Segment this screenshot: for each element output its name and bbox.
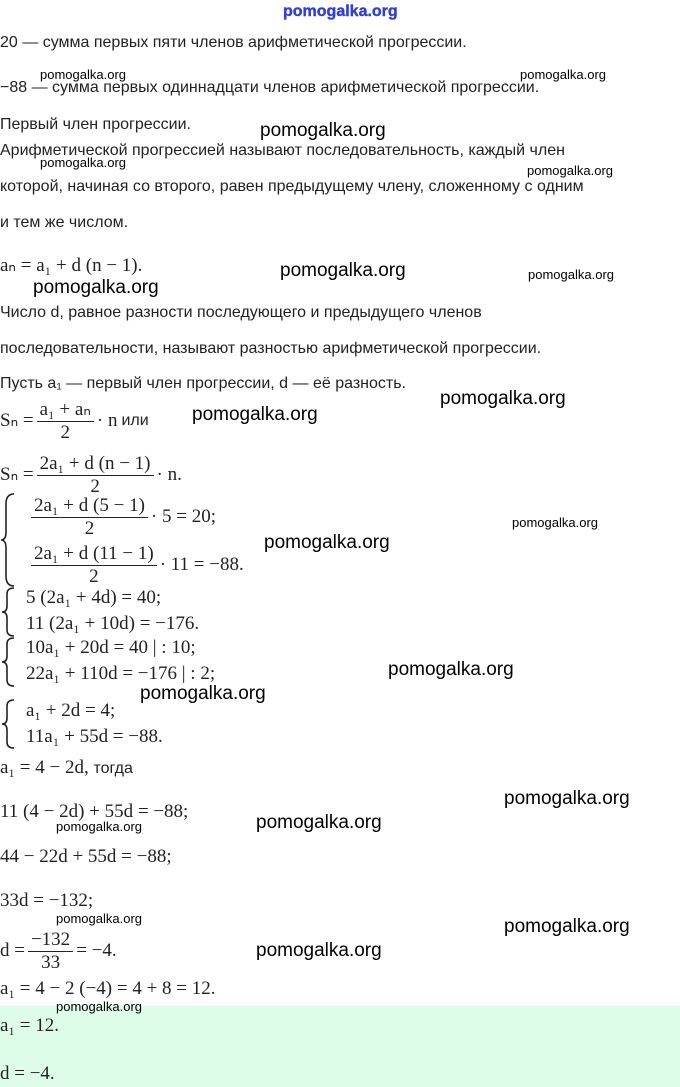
watermark: pomogalka.org	[528, 267, 614, 282]
d-lhs: d =	[0, 940, 25, 961]
numerator: 2a₁ + d (n − 1)	[37, 453, 154, 476]
definition-line-1: Арифметической прогрессией называют последовательность, каждый член	[0, 142, 565, 159]
fraction	[31, 543, 157, 588]
numerator: 2a₁ + d (5 − 1)	[31, 495, 148, 518]
let-statement: Пусть a₁ — первый член прогрессии, d — её разность.	[0, 375, 406, 392]
system2-eq1: 5 (2a₁ + 4d) = 40;	[26, 587, 162, 608]
watermark: pomogalka.org	[256, 940, 382, 961]
watermark: pomogalka.org	[56, 999, 142, 1014]
watermark: pomogalka.org	[504, 788, 630, 809]
answer-a1: a₁ = 12.	[0, 1015, 60, 1036]
compute-a1: a₁ = 4 − 2 (−4) = 4 + 8 = 12.	[0, 978, 216, 999]
fraction	[31, 495, 148, 540]
watermark: pomogalka.org	[504, 916, 630, 937]
watermark: pomogalka.org	[56, 819, 142, 834]
definition-line-2: которой, начиная со второго, равен предыдущему члену, сложенному с одним	[0, 178, 584, 195]
expand: 44 − 22d + 55d = −88;	[0, 846, 172, 867]
find-first-term: Первый член прогрессии.	[0, 116, 191, 133]
given-sum-eleven: −88 — сумма первых одиннадцати членов арифметической прогрессии.	[0, 79, 540, 96]
system4-eq1: a₁ + 2d = 4;	[26, 700, 116, 721]
sum-formula-2	[0, 452, 182, 498]
express-a1	[0, 758, 133, 779]
simplify: 33d = −132;	[0, 890, 94, 911]
system3-eq1: 10a₁ + 20d = 40 | : 10;	[26, 637, 196, 658]
fraction	[28, 929, 73, 974]
numerator: −132	[28, 929, 73, 952]
system-brace	[0, 586, 20, 638]
answer-d: d = −4.	[0, 1063, 55, 1084]
sum-lhs: Sₙ =	[0, 464, 34, 485]
watermark: pomogalka.org	[440, 388, 566, 409]
watermark: pomogalka.org	[40, 67, 126, 82]
numerator: 2a₁ + d (11 − 1)	[31, 543, 157, 566]
sum-tail: · n.	[156, 464, 182, 485]
watermark: pomogalka.org	[56, 911, 142, 926]
solve-d	[0, 928, 117, 974]
watermark: pomogalka.org	[512, 515, 598, 530]
watermark: pomogalka.org	[256, 812, 382, 833]
fraction	[37, 399, 94, 444]
system3-eq2: 22a₁ + 110d = −176 | : 2;	[26, 663, 216, 684]
denominator: 2	[90, 475, 100, 497]
watermark: pomogalka.org	[40, 155, 126, 170]
answer-box	[0, 1006, 680, 1087]
eq-tail: · 5 = 20;	[150, 506, 216, 527]
substitution: 11 (4 − 2d) + 55d = −88;	[0, 801, 189, 822]
definition-line-3: и тем же числом.	[0, 214, 129, 231]
numerator: a₁ + aₙ	[37, 399, 94, 422]
system-brace	[0, 636, 20, 688]
denominator: 2	[84, 517, 95, 539]
denominator: 33	[41, 951, 61, 973]
watermark: pomogalka.org	[192, 404, 318, 425]
denominator: 2	[60, 421, 70, 443]
watermark: pomogalka.org	[260, 120, 386, 141]
difference-def-1: Число d, равное разности последующего и предыдущего членов	[0, 304, 482, 321]
system1-eq1	[28, 494, 216, 540]
denominator: 2	[89, 565, 99, 587]
then-word: тогда	[93, 760, 133, 777]
difference-def-2: последовательности, называют разностью арифметической прогрессии.	[0, 340, 542, 357]
system1-eq2	[28, 542, 244, 588]
nth-term-formula: aₙ = a₁ + d (n − 1).	[0, 255, 143, 276]
sum-lhs: Sₙ =	[0, 410, 34, 431]
watermark: pomogalka.org	[140, 683, 266, 704]
sum-formula-1	[0, 398, 149, 444]
sum-tail: · n	[96, 410, 118, 431]
system-brace	[0, 492, 20, 588]
watermark: pomogalka.org	[520, 67, 606, 82]
given-sum-five: 20 — сумма первых пяти членов арифметической прогрессии.	[0, 34, 467, 51]
system-brace	[0, 698, 20, 750]
express-a1-formula: a₁ = 4 − 2d,	[0, 757, 89, 778]
watermark-top[interactable]: pomogalka.org	[283, 3, 398, 20]
fraction	[37, 453, 154, 498]
watermark: pomogalka.org	[33, 277, 159, 298]
watermark: pomogalka.org	[388, 659, 514, 680]
eq-tail: · 11 = −88.	[159, 554, 244, 575]
system2-eq2: 11 (2a₁ + 10d) = −176.	[26, 613, 200, 634]
watermark: pomogalka.org	[280, 260, 406, 281]
system4-eq2: 11a₁ + 55d = −88.	[26, 726, 163, 747]
watermark: pomogalka.org	[527, 163, 613, 178]
or-word: или	[121, 412, 149, 429]
d-tail: = −4.	[76, 940, 117, 961]
watermark: pomogalka.org	[264, 532, 390, 553]
